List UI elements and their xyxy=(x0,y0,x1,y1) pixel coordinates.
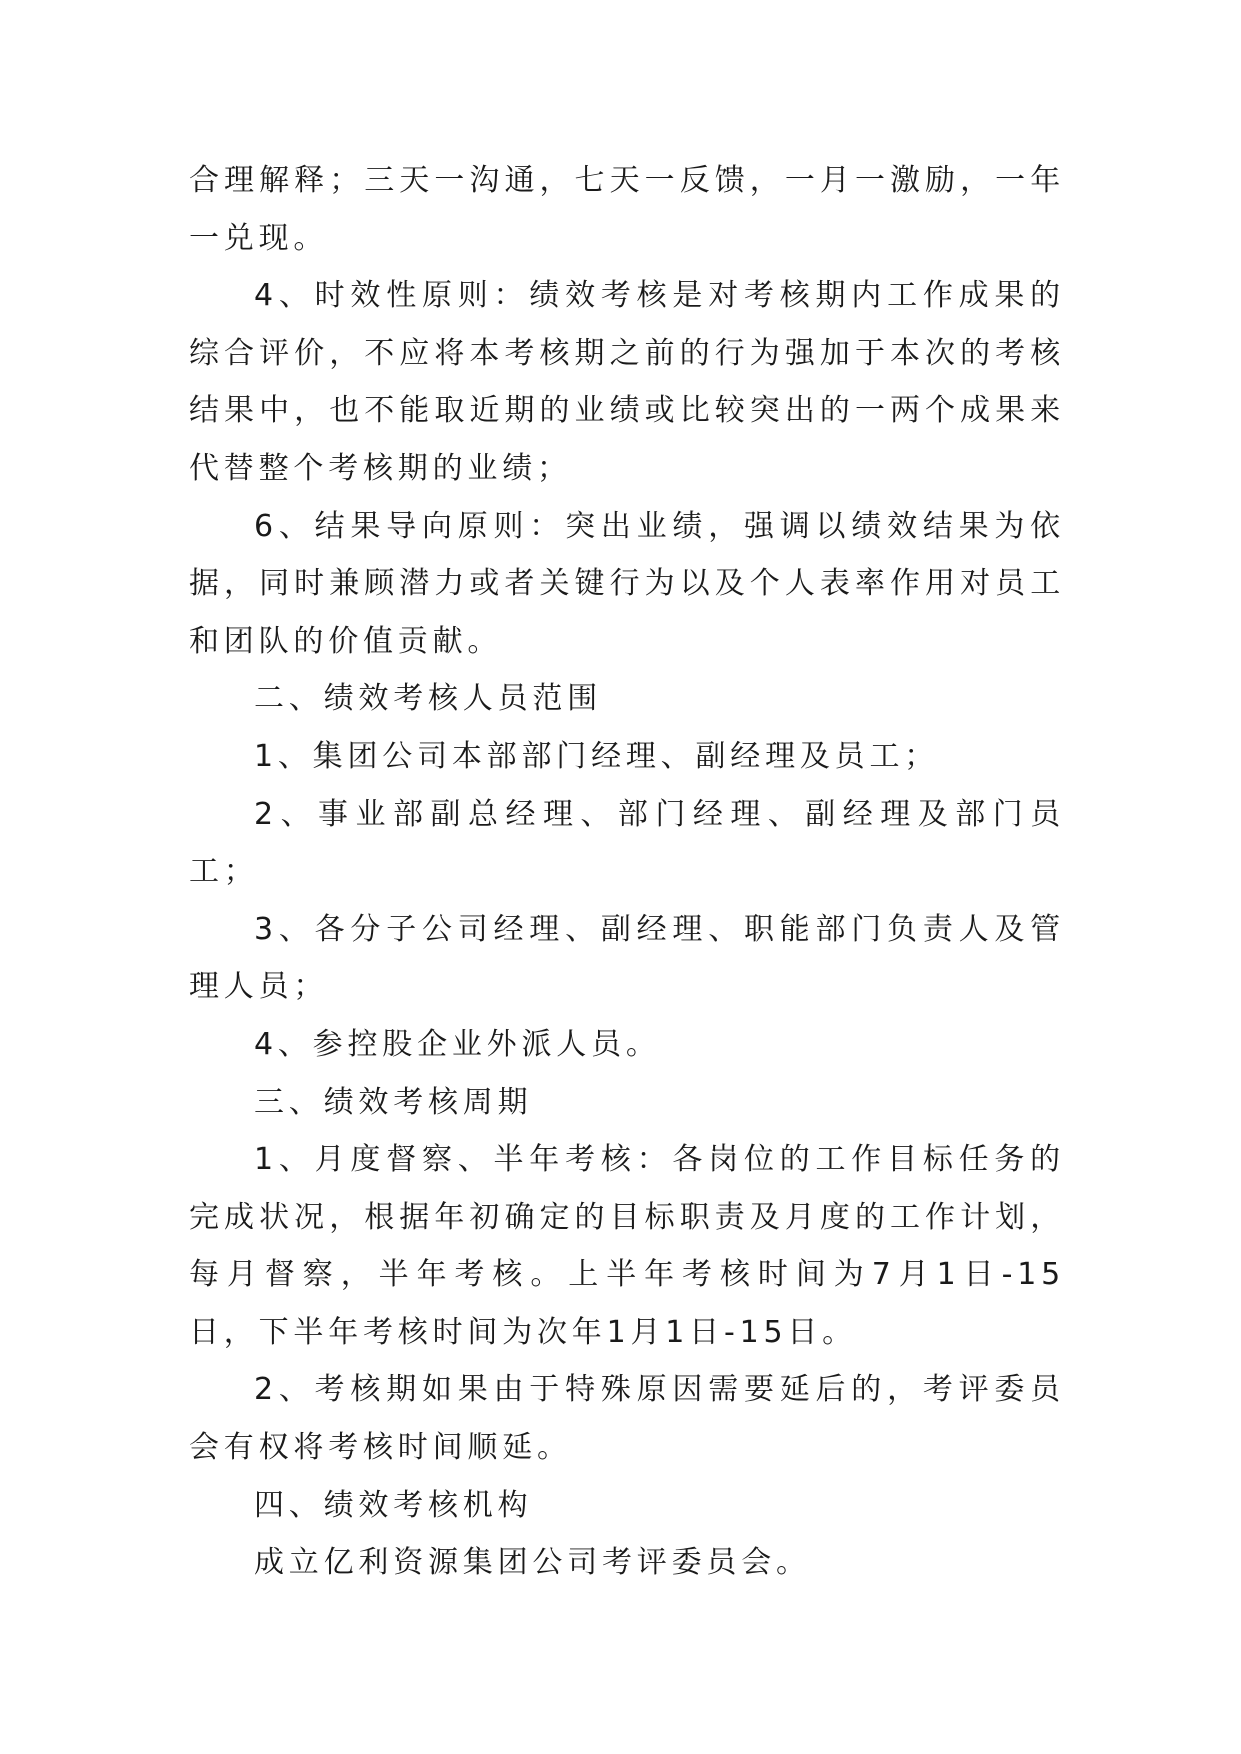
list-item-cycle-1: 1、月度督察、半年考核：各岗位的工作目标任务的完成状况，根据年初确定的目标职责及月度的工作计划，每月督察，半年考核。上半年考核时间为7月1日-15日，下半年考核时间为次年1月1日-15日。 xyxy=(189,1142,1065,1350)
list-item-scope-2: 2、事业部副总经理、部门经理、副经理及部门员工； xyxy=(189,796,1065,890)
paragraph-result-oriented-principle: 6、结果导向原则：突出业绩，强调以绩效结果为依据，同时兼顾潜力或者关键行为以及个人表率作用对员工和团队的价值贡献。 xyxy=(189,508,1065,659)
list-item-scope-3: 3、各分子公司经理、副经理、职能部门负责人及管理人员； xyxy=(189,911,1065,1005)
list-item-scope-1: 1、集团公司本部部门经理、副经理及员工； xyxy=(254,738,940,774)
section-heading-cycle: 三、绩效考核周期 xyxy=(254,1084,533,1120)
paragraph-continuation: 合理解释；三天一沟通，七天一反馈，一月一激励，一年一兑现。 xyxy=(189,163,1065,256)
paragraph-organization: 成立亿利资源集团公司考评委员会。 xyxy=(254,1545,811,1581)
section-heading-organization: 四、绩效考核机构 xyxy=(254,1487,533,1523)
section-heading-scope: 二、绩效考核人员范围 xyxy=(254,681,602,717)
paragraph-timeliness-principle: 4、时效性原则：绩效考核是对考核期内工作成果的综合评价，不应将本考核期之前的行为强加于本次的考核结果中，也不能取近期的业绩或比较突出的一两个成果来代替整个考核期的业绩； xyxy=(189,278,1065,486)
list-item-scope-4: 4、参控股企业外派人员。 xyxy=(254,1026,661,1062)
list-item-cycle-2: 2、考核期如果由于特殊原因需要延后的，考评委员会有权将考核时间顺延。 xyxy=(189,1372,1065,1466)
document-body xyxy=(189,152,1065,1592)
